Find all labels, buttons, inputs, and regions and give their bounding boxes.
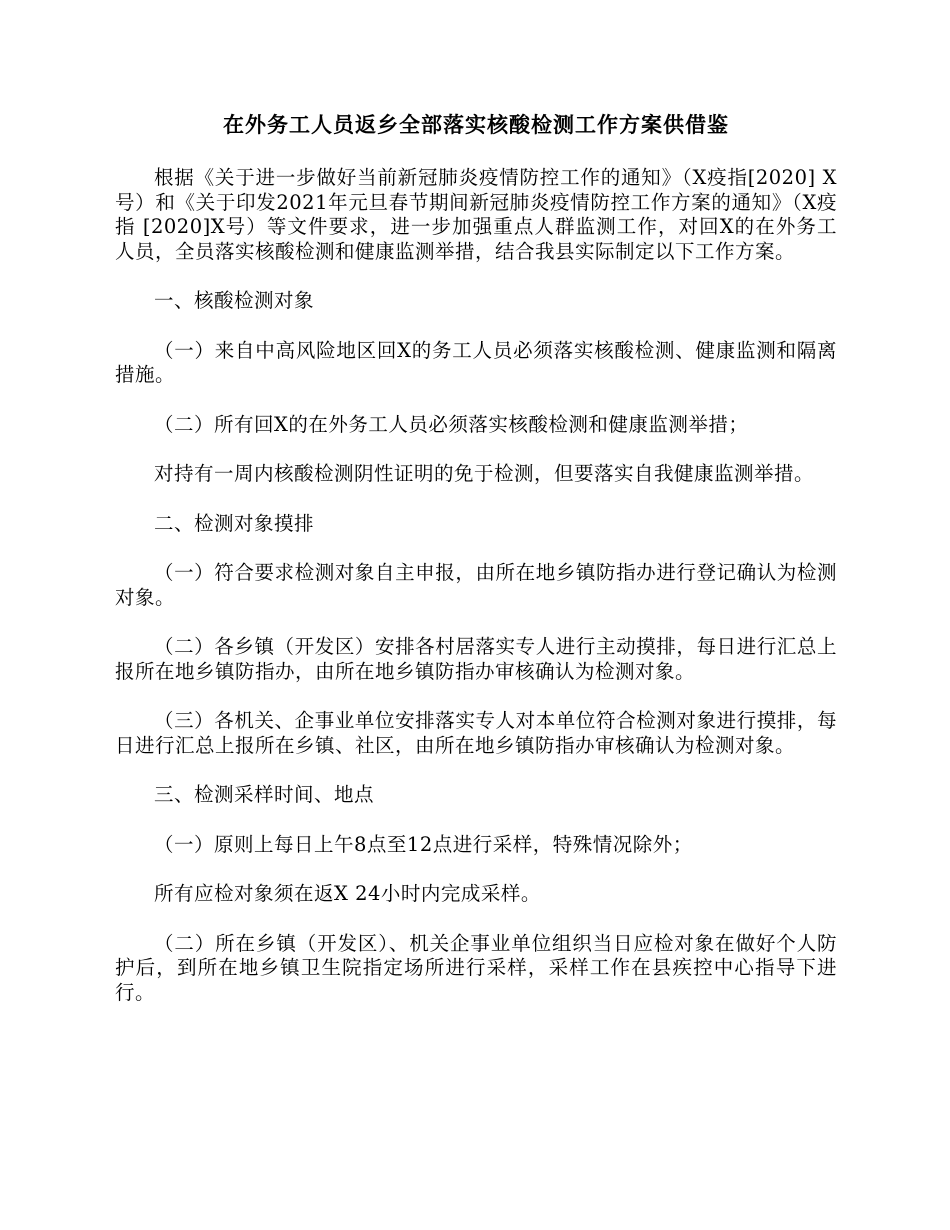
paragraph: 所有应检对象须在返X 24小时内完成采样。 xyxy=(154,882,541,905)
section-heading-2: 二、检测对象摸排 xyxy=(154,511,315,535)
section-heading-1: 一、核酸检测对象 xyxy=(154,289,315,312)
paragraph: （三）各机关、企事业单位安排落实专人对本单位符合检测对象进行摸排，每日进行汇总上报所在乡镇、社区，由所在地乡镇防指办审核确认为检测对象。 xyxy=(115,709,837,757)
paragraph: （一）符合要求检测对象自主申报，由所在地乡镇防指办进行登记确认为检测对象。 xyxy=(115,561,837,609)
document-page xyxy=(115,110,837,1030)
paragraph: 对持有一周内核酸检测阴性证明的免于检测，但要落实自我健康监测举措。 xyxy=(154,462,815,485)
document-title: 在外务工人员返乡全部落实核酸检测工作方案供借鉴 xyxy=(223,112,729,137)
paragraph-intro: 根据《关于进一步做好当前新冠肺炎疫情防控工作的通知》（X疫指[2020] X号）和《关于印发2021年元旦春节期间新冠肺炎疫情防控工作方案的通知》（X疫指 [2020]X号）等文件要求，进一步加强重点人群监测工作，对回X的在外务工人员，全员落实核酸检测和健康监测举措，结合我县实际制定以下工作方案。 xyxy=(115,166,837,263)
paragraph: （二）各乡镇（开发区）安排各村居落实专人进行主动摸排，每日进行汇总上报所在地乡镇防指办，由所在地乡镇防指办审核确认为检测对象。 xyxy=(115,635,837,683)
paragraph: （一）原则上每日上午8点至12点进行采样，特殊情况除外； xyxy=(154,832,693,856)
paragraph: （二）所有回X的在外务工人员必须落实核酸检测和健康监测举措； xyxy=(154,412,749,436)
paragraph: （二）所在乡镇（开发区）、机关企事业单位组织当日应检对象在做好个人防护后，到所在地乡镇卫生院指定场所进行采样，采样工作在县疾控中心指导下进行。 xyxy=(115,931,837,1004)
paragraph: （一）来自中高风险地区回X的务工人员必须落实核酸检测、健康监测和隔离措施。 xyxy=(115,338,837,386)
section-heading-3: 三、检测采样时间、地点 xyxy=(154,783,375,806)
